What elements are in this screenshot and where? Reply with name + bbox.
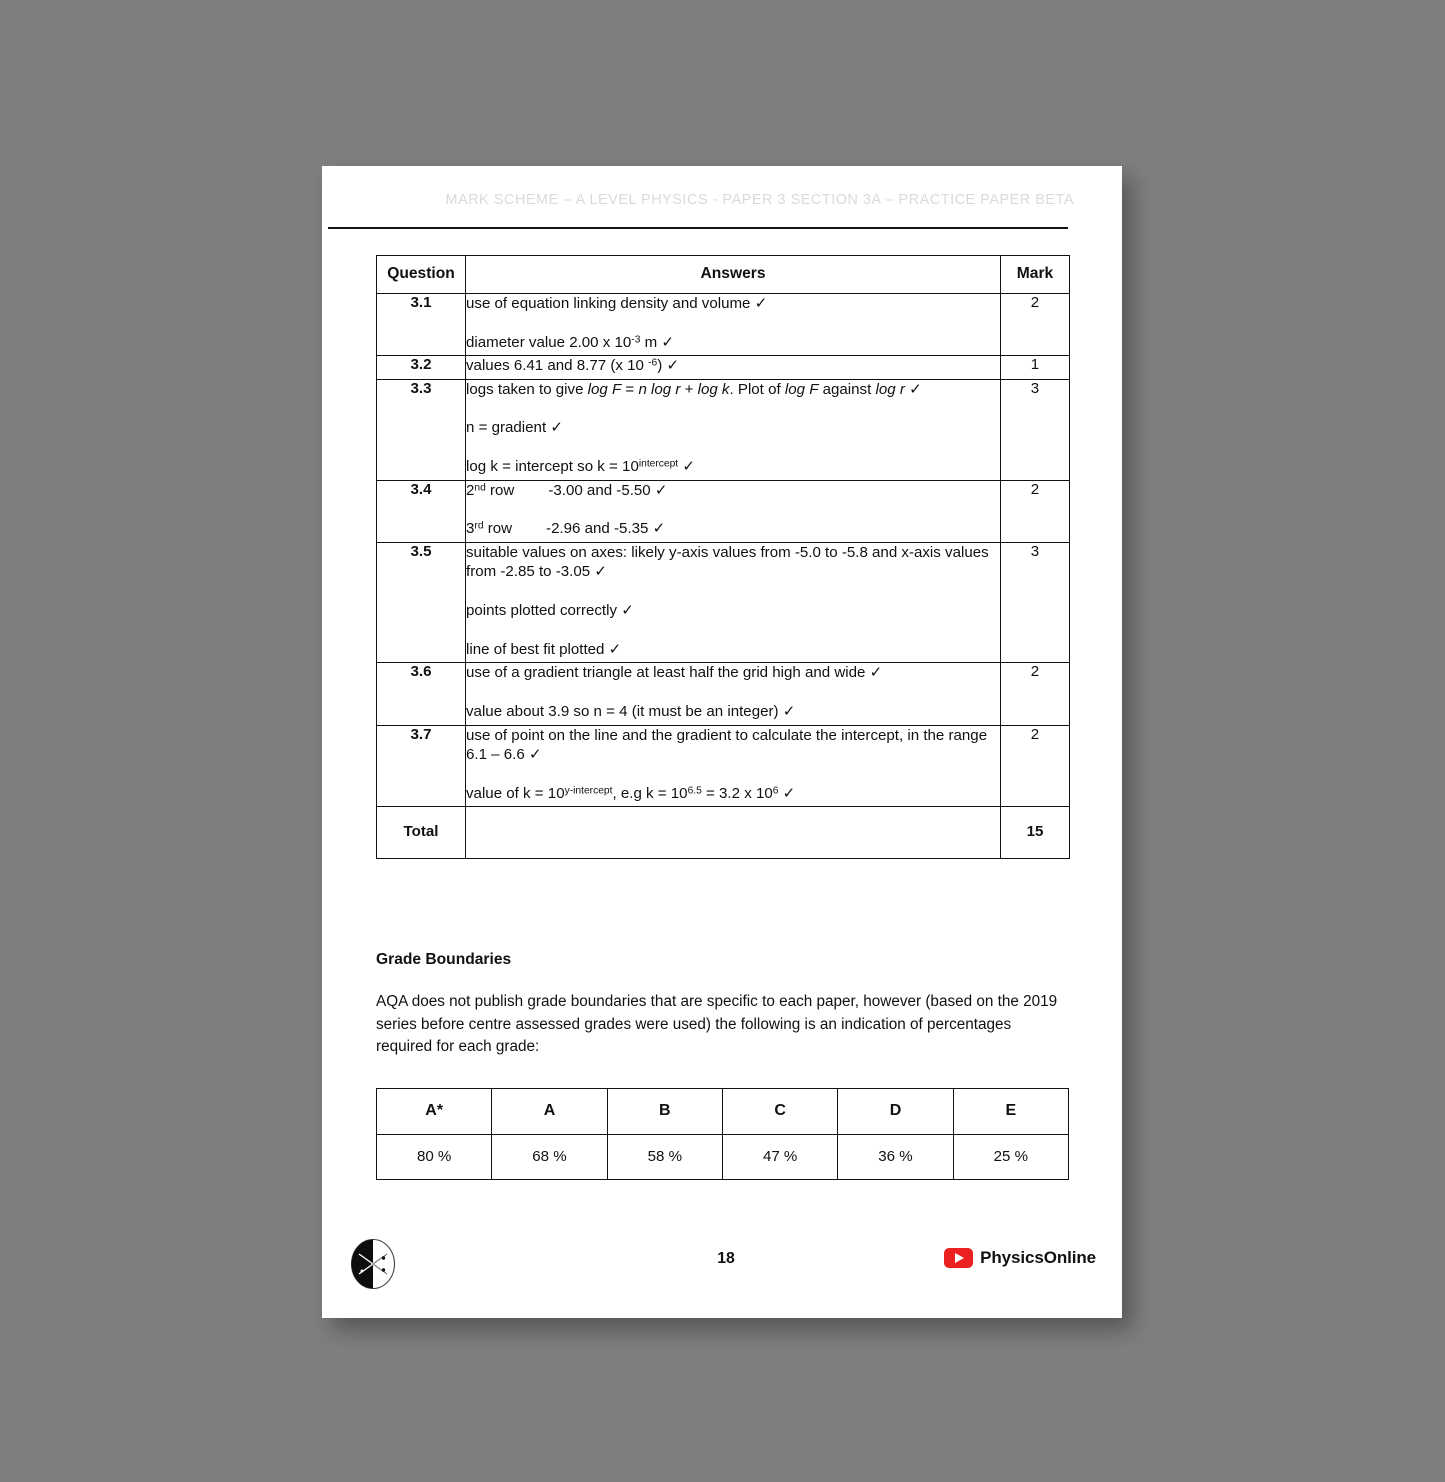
row-answers xyxy=(466,356,1001,380)
total-spacer xyxy=(466,807,1001,859)
row-question-number: 3.3 xyxy=(377,379,466,480)
row-mark: 3 xyxy=(1001,542,1070,662)
grade-values-row xyxy=(377,1134,1069,1179)
column-header-answers: Answers xyxy=(466,256,1001,294)
tick-icon: ✓ xyxy=(909,380,922,398)
grade-boundaries-paragraph: AQA does not publish grade boundaries that are specific to each paper, however (based on the 2019 series before centre assessed grades were used) the following is an indication of percentages required for each grade: xyxy=(376,993,1058,1055)
answer-point: diameter value 2.00 x $10^{-3}$ m ✓ xyxy=(466,333,674,351)
table-row xyxy=(377,725,1070,807)
tick-icon: ✓ xyxy=(682,458,695,476)
answer-point: value of $k = 10^{y-intercept}$, e.g $k = 10^{6.5} = 3.2$ x $10^6$ ✓ xyxy=(466,784,796,802)
table-total-row xyxy=(377,807,1070,859)
row-mark: 2 xyxy=(1001,294,1070,356)
answer-point: value about 3.9 so n = 4 (it must be an integer) ✓ xyxy=(466,702,796,720)
row-answers xyxy=(466,663,1001,725)
brand-footer[interactable] xyxy=(944,1248,1096,1268)
tick-icon: ✓ xyxy=(550,419,563,437)
row-question-number: 3.2 xyxy=(377,356,466,380)
grade-boundaries-table xyxy=(376,1088,1069,1180)
grade-boundaries-section xyxy=(376,951,1069,1180)
youtube-play-icon[interactable] xyxy=(944,1248,973,1268)
tick-icon: ✓ xyxy=(869,664,883,682)
play-triangle-shape xyxy=(955,1253,964,1263)
answer-point: 3rd row -2.96 and -5.35 ✓ xyxy=(466,520,666,538)
row-answers xyxy=(466,379,1001,480)
grade-value-a: 68 % xyxy=(492,1134,607,1179)
grade-value-d: 36 % xyxy=(838,1134,953,1179)
total-label: Total xyxy=(377,807,466,859)
row-mark: 1 xyxy=(1001,356,1070,380)
grade-header-a: A xyxy=(492,1088,607,1134)
row-answers xyxy=(466,542,1001,662)
row-question-number: 3.7 xyxy=(377,725,466,807)
tick-icon: ✓ xyxy=(608,640,622,658)
row-mark: 2 xyxy=(1001,663,1070,725)
table-row xyxy=(377,663,1070,725)
answer-point: use of a gradient triangle at least half the grid high and wide ✓ xyxy=(466,664,883,682)
answer-point: points plotted correctly ✓ xyxy=(466,602,634,620)
answer-point: line of best fit plotted ✓ xyxy=(466,640,622,658)
tick-icon: ✓ xyxy=(661,333,674,351)
mark-scheme-table xyxy=(376,255,1070,859)
row-answers xyxy=(466,294,1001,356)
grade-header-c: C xyxy=(722,1088,837,1134)
grade-value-a-star: 80 % xyxy=(377,1134,492,1179)
tick-icon: ✓ xyxy=(654,481,668,499)
grade-header-d: D xyxy=(838,1088,953,1134)
row-mark: 3 xyxy=(1001,379,1070,480)
column-header-mark: Mark xyxy=(1001,256,1070,294)
answer-point: logs taken to give log F = n log r + log k. Plot of log F against log r ✓ xyxy=(466,380,922,398)
tick-icon: ✓ xyxy=(782,702,796,720)
answer-point: values 6.41 and 8.77 (x 10 $^{-6}$) ✓ xyxy=(466,357,680,375)
page-number: 18 xyxy=(717,1250,735,1267)
total-mark: 15 xyxy=(1001,807,1070,859)
page-footer xyxy=(322,1234,1122,1304)
grade-header-a-star: A* xyxy=(377,1088,492,1134)
tick-icon: ✓ xyxy=(594,563,607,581)
grade-header-row xyxy=(377,1088,1069,1134)
table-row xyxy=(377,356,1070,380)
table-row xyxy=(377,480,1070,542)
table-row xyxy=(377,379,1070,480)
row-mark: 2 xyxy=(1001,725,1070,807)
tick-icon: ✓ xyxy=(528,746,542,764)
answer-point: use of point on the line and the gradient to calculate the intercept, in the range 6.1 – 6.6 ✓ xyxy=(466,726,988,764)
column-header-question: Question xyxy=(377,256,466,294)
table-header-row xyxy=(377,256,1070,294)
tick-icon: ✓ xyxy=(782,784,796,802)
header-divider-rule xyxy=(328,227,1068,229)
answer-point: log k = intercept so $k = 10^{intercept}$ ✓ xyxy=(466,458,695,476)
tick-icon: ✓ xyxy=(621,602,634,620)
grade-value-b: 58 % xyxy=(607,1134,722,1179)
table-row xyxy=(377,542,1070,662)
grade-value-c: 47 % xyxy=(722,1134,837,1179)
answer-point: n = gradient ✓ xyxy=(466,419,563,437)
row-question-number: 3.1 xyxy=(377,294,466,356)
row-question-number: 3.6 xyxy=(377,663,466,725)
answer-point: use of equation linking density and volume ✓ xyxy=(466,295,768,312)
row-question-number: 3.5 xyxy=(377,542,466,662)
tick-icon: ✓ xyxy=(666,357,680,375)
table-row xyxy=(377,294,1070,356)
brand-name-label: PhysicsOnline xyxy=(980,1248,1096,1267)
document-page xyxy=(322,166,1122,1318)
tick-icon: ✓ xyxy=(652,520,666,538)
answer-point: 2nd row -3.00 and -5.50 ✓ xyxy=(466,481,668,499)
page-content xyxy=(376,255,1069,1180)
row-answers xyxy=(466,480,1001,542)
row-question-number: 3.4 xyxy=(377,480,466,542)
grade-header-e: E xyxy=(953,1088,1068,1134)
grade-boundaries-heading: Grade Boundaries xyxy=(376,951,512,969)
row-answers xyxy=(466,725,1001,807)
answer-point: suitable values on axes: likely y-axis values from -5.0 to -5.8 and x-axis values from -2.85 to -3.05 ✓ xyxy=(466,543,989,581)
grade-header-b: B xyxy=(607,1088,722,1134)
grade-value-e: 25 % xyxy=(953,1134,1068,1179)
row-mark: 2 xyxy=(1001,480,1070,542)
page-header-title: MARK SCHEME – A LEVEL PHYSICS - PAPER 3 SECTION 3A – PRACTICE PAPER BETA xyxy=(445,192,1074,208)
tick-icon: ✓ xyxy=(754,295,768,312)
